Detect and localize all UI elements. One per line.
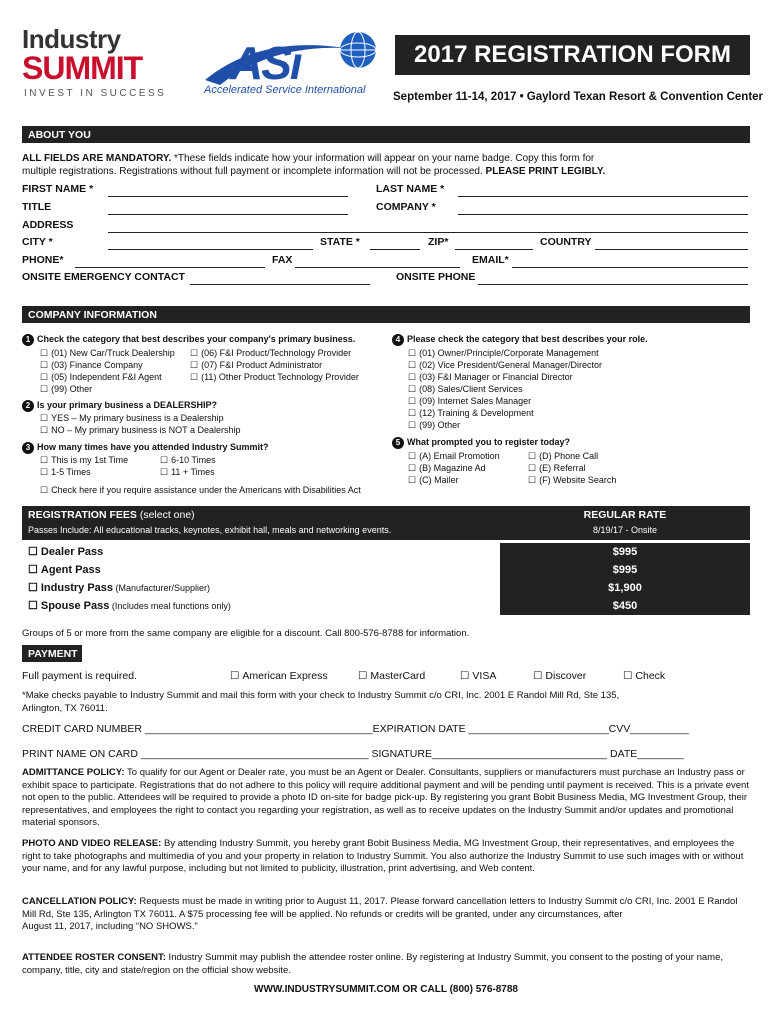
q1-option-06[interactable]: ☐ (06) F&I Product/Technology Provider	[190, 348, 351, 359]
roster-text: Industry Summit may publish the attendee roster online. By registering at Industry Summit, you consent to the posting of your name, company, title, city and state/region on the official show website.	[22, 952, 724, 976]
q1-option-03[interactable]: ☐ (03) Finance Company	[40, 360, 143, 371]
q5-option-f[interactable]: ☐ (F) Website Search	[528, 475, 616, 486]
pay-visa[interactable]: ☐ VISA	[460, 670, 496, 682]
onsite-phone-field[interactable]	[478, 284, 748, 285]
q4-option-03[interactable]: ☐ (03) F&I Manager or Financial Director	[408, 372, 573, 383]
q1-option-01[interactable]: ☐ (01) New Car/Truck Dealership	[40, 348, 175, 359]
checks-note	[22, 689, 619, 715]
pay-check[interactable]: ☐ Check	[623, 670, 665, 682]
intro-mandatory: ALL FIELDS ARE MANDATORY.	[22, 153, 172, 164]
cancel-text: Requests must be made in writing prior to August 11, 2017. Please forward cancellation letters to Industry Summit c/o CRI, Inc. 2001 E Randol Mill Rd, Ste 135, Arlington TX 76011. A $75 processing fee will be applied. No refunds or credits will be granted, under any circumstances, after	[22, 896, 738, 920]
pay-amex[interactable]: ☐ American Express	[230, 670, 328, 682]
fee-name-text: Industry Pass	[40, 582, 114, 594]
zip-label: ZIP*	[428, 236, 449, 248]
state-field[interactable]	[370, 249, 420, 250]
fee-name	[28, 599, 231, 612]
fee-name	[28, 545, 103, 558]
first-name-field[interactable]	[108, 196, 348, 197]
fee-name-text: Spouse Pass	[40, 600, 110, 612]
fee-name	[28, 581, 210, 594]
admittance-heading: ADMITTANCE POLICY:	[22, 767, 125, 778]
emergency-label: ONSITE EMERGENCY CONTACT	[22, 271, 185, 283]
fees-title	[28, 509, 195, 521]
group-note: Groups of 5 or more from the same company are eligible for a discount. Call 800-576-8788 for information.	[22, 628, 470, 639]
last-name-field[interactable]	[458, 196, 748, 197]
fee-row-industry[interactable]	[22, 579, 750, 597]
cancel-heading: CANCELLATION POLICY:	[22, 896, 137, 907]
q3-option-1-5[interactable]: ☐ 1-5 Times	[40, 467, 91, 478]
checks-note-line2: Arlington, TX 76011.	[22, 703, 108, 714]
fee-price: $995	[500, 561, 750, 579]
q5-heading: 5 What prompted you to register today?	[392, 437, 570, 449]
intro-text: *These fields indicate how your information will appear on your name badge. Copy this form for	[171, 153, 595, 164]
state-label: STATE *	[320, 236, 360, 248]
q5-option-d[interactable]: ☐ (D) Phone Call	[528, 451, 598, 462]
about-intro	[22, 152, 750, 178]
print-name-line[interactable]: PRINT NAME ON CARD _______________________________________ SIGNATURE______________________________ DATE________	[22, 748, 685, 760]
phone-label: PHONE*	[22, 254, 64, 266]
address-label: ADDRESS	[22, 219, 74, 231]
checks-note-line1: *Make checks payable to Industry Summit and mail this form with your check to Industry Summit c/o CRI, Inc. 2001 E Randol Mill Rd, Ste 135,	[22, 690, 620, 701]
photo-heading: PHOTO AND VIDEO RELEASE:	[22, 838, 162, 849]
logo-line2: SUMMIT	[22, 50, 143, 86]
credit-card-line[interactable]: CREDIT CARD NUMBER _______________________________________EXPIRATION DATE ________________________CVV__________	[22, 723, 689, 735]
q1-option-11[interactable]: ☐ (11) Other Product Technology Provider	[190, 372, 359, 383]
fax-label: FAX	[272, 254, 293, 266]
last-name-label: LAST NAME *	[376, 183, 445, 195]
fees-bar-sub: (select one)	[136, 509, 195, 521]
fax-field[interactable]	[295, 267, 460, 268]
asi-logo	[200, 30, 380, 100]
emergency-field[interactable]	[190, 284, 370, 285]
admittance-text: To qualify for our Agent or Dealer rate, you must be an Agent or Dealer. Consultants, suppliers or manufacturers must purchase an Industry pass or exhibit space to participate. Registrations that do not adhere to this policy will require additional payment and will be pending until payment is received. This is a private event not open to the public. Attendees will be required to provide a photo ID on-site for badge pick-up. By registering you grant Bobit Business Media, MG Investment Group, their representatives, and employees the right to contact you regarding your registration, as well as to receive updates on the Industry Summit and/or updates and promotional material sponsors.	[22, 767, 749, 829]
zip-field[interactable]	[455, 249, 533, 250]
country-field[interactable]	[595, 249, 748, 250]
q4-option-01[interactable]: ☐ (01) Owner/Principle/Corporate Management	[408, 348, 599, 359]
q5-text: What prompted you to register today?	[407, 437, 571, 447]
logo-line1: Industry	[22, 24, 121, 54]
email-label: EMAIL*	[472, 254, 509, 266]
fees-bar-label: REGISTRATION FEES	[28, 509, 137, 521]
fee-name	[28, 563, 101, 576]
fee-price: $450	[500, 597, 750, 615]
admittance-policy	[22, 767, 750, 830]
fee-row-dealer[interactable]	[22, 543, 750, 561]
q4-option-12[interactable]: ☐ (12) Training & Development	[408, 408, 534, 419]
q3-option-6-10[interactable]: ☐ 6-10 Times	[160, 455, 216, 466]
fee-price: $1,900	[500, 579, 750, 597]
email-field[interactable]	[512, 267, 748, 268]
event-info: September 11-14, 2017 • Gaylord Texan Resort & Convention Center	[393, 91, 764, 103]
fee-note: (Includes meal functions only)	[109, 601, 231, 611]
fees-header	[22, 506, 750, 540]
company-field[interactable]	[458, 214, 748, 215]
fee-price: $995	[500, 543, 750, 561]
footer-contact: WWW.INDUSTRYSUMMIT.COM OR CALL (800) 576-8788	[254, 984, 518, 995]
q2-option-no[interactable]: ☐ NO – My primary business is NOT a Dealership	[40, 425, 240, 436]
q1-option-99[interactable]: ☐ (99) Other	[40, 384, 92, 395]
pay-discover[interactable]: ☐ Discover	[533, 670, 586, 682]
fee-note: (Manufacturer/Supplier)	[113, 583, 211, 593]
regular-rate-dates: 8/19/17 - Onsite	[592, 525, 658, 535]
ada-checkbox[interactable]: ☐ Check here if you require assistance under the Americans with Disabilities Act	[40, 485, 361, 496]
logo-tagline: INVEST IN SUCCESS	[24, 88, 167, 99]
fee-name-text: Dealer Pass	[40, 546, 104, 558]
q5-option-a[interactable]: ☐ (A) Email Promotion	[408, 451, 500, 462]
fees-passes-include: Passes Include: All educational tracks, keynotes, exhibit hall, meals and networking events.	[28, 525, 392, 535]
form-title: 2017 REGISTRATION FORM	[395, 35, 750, 75]
country-label: COUNTRY	[540, 236, 592, 248]
title-label: TITLE	[22, 201, 52, 213]
q4-option-08[interactable]: ☐ (08) Sales/Client Services	[408, 384, 523, 395]
q5-option-e[interactable]: ☐ (E) Referral	[528, 463, 586, 474]
q4-heading: 4 Please check the category that best describes your role.	[392, 334, 648, 346]
q4-option-02[interactable]: ☐ (02) Vice President/General Manager/Director	[408, 360, 602, 371]
payment-bar: PAYMENT	[22, 645, 82, 662]
q5-option-c[interactable]: ☐ (C) Mailer	[408, 475, 459, 486]
q1-heading: 1 Check the category that best describes your company's primary business.	[22, 334, 355, 346]
q2-heading: 2 Is your primary business a DEALERSHIP?	[22, 400, 217, 412]
industry-summit-logo	[22, 26, 194, 98]
photo-release	[22, 838, 750, 876]
city-label: CITY *	[22, 236, 53, 248]
intro-line2: multiple registrations. Registrations without full payment or incomplete information will not be processed.	[22, 166, 483, 177]
intro-print: PLEASE PRINT LEGIBLY.	[482, 166, 606, 177]
fee-row-spouse[interactable]	[22, 597, 750, 615]
regular-rate-label: REGULAR RATE	[583, 509, 667, 521]
q5-option-b[interactable]: ☐ (B) Magazine Ad	[408, 463, 486, 474]
roster-consent	[22, 952, 750, 977]
cancel-text-2: August 11, 2017, including “NO SHOWS.”	[22, 921, 198, 933]
cancellation-policy	[22, 896, 750, 934]
q4-option-09[interactable]: ☐ (09) Internet Sales Manager	[408, 396, 531, 407]
roster-heading: ATTENDEE ROSTER CONSENT:	[22, 952, 166, 963]
company-label: COMPANY *	[376, 201, 436, 213]
asi-tagline: Accelerated Service International	[204, 84, 366, 96]
photo-text: By attending Industry Summit, you hereby grant Bobit Business Media, MG Investment Group, their representatives, and employees the right to take photographs and multimedia of you and your property in relation to Industry Summit. You also authorize the Industry Summit to use such images with or without your name, and for any lawful purpose, including but not limited to publicity, illustration, print advertising, and Web content.	[22, 838, 744, 875]
q1-text: Check the category that best describes your company's primary business.	[37, 334, 356, 344]
q3-option-first[interactable]: ☐ This is my 1st Time	[40, 455, 128, 466]
onsite-phone-label: ONSITE PHONE	[396, 271, 476, 283]
full-payment-text: Full payment is required.	[22, 670, 137, 682]
q2-option-yes[interactable]: ☐ YES – My primary business is a Dealership	[40, 413, 224, 424]
pay-mastercard[interactable]: ☐ MasterCard	[358, 670, 425, 682]
q3-option-11[interactable]: ☐ 11 + Times	[160, 467, 215, 478]
q4-text: Please check the category that best describes your role.	[407, 334, 648, 344]
title-field[interactable]	[108, 214, 348, 215]
first-name-label: FIRST NAME *	[22, 183, 94, 195]
fee-row-agent[interactable]	[22, 561, 750, 579]
q1-option-05[interactable]: ☐ (05) Independent F&I Agent	[40, 372, 162, 383]
fee-name-text: Agent Pass	[40, 564, 101, 576]
q2-text: Is your primary business a DEALERSHIP?	[37, 400, 218, 410]
q3-text: How many times have you attended Industry Summit?	[37, 442, 269, 452]
q4-option-99[interactable]: ☐ (99) Other	[408, 420, 460, 431]
q3-heading: 3 How many times have you attended Industry Summit?	[22, 442, 269, 454]
city-field[interactable]	[108, 249, 313, 250]
about-you-bar: ABOUT YOU	[22, 126, 750, 143]
asi-wordmark: ASi	[230, 37, 301, 89]
company-info-bar: COMPANY INFORMATION	[22, 306, 750, 323]
address-field[interactable]	[108, 232, 748, 233]
q1-option-07[interactable]: ☐ (07) F&I Product Administrator	[190, 360, 322, 371]
phone-field[interactable]	[75, 267, 265, 268]
